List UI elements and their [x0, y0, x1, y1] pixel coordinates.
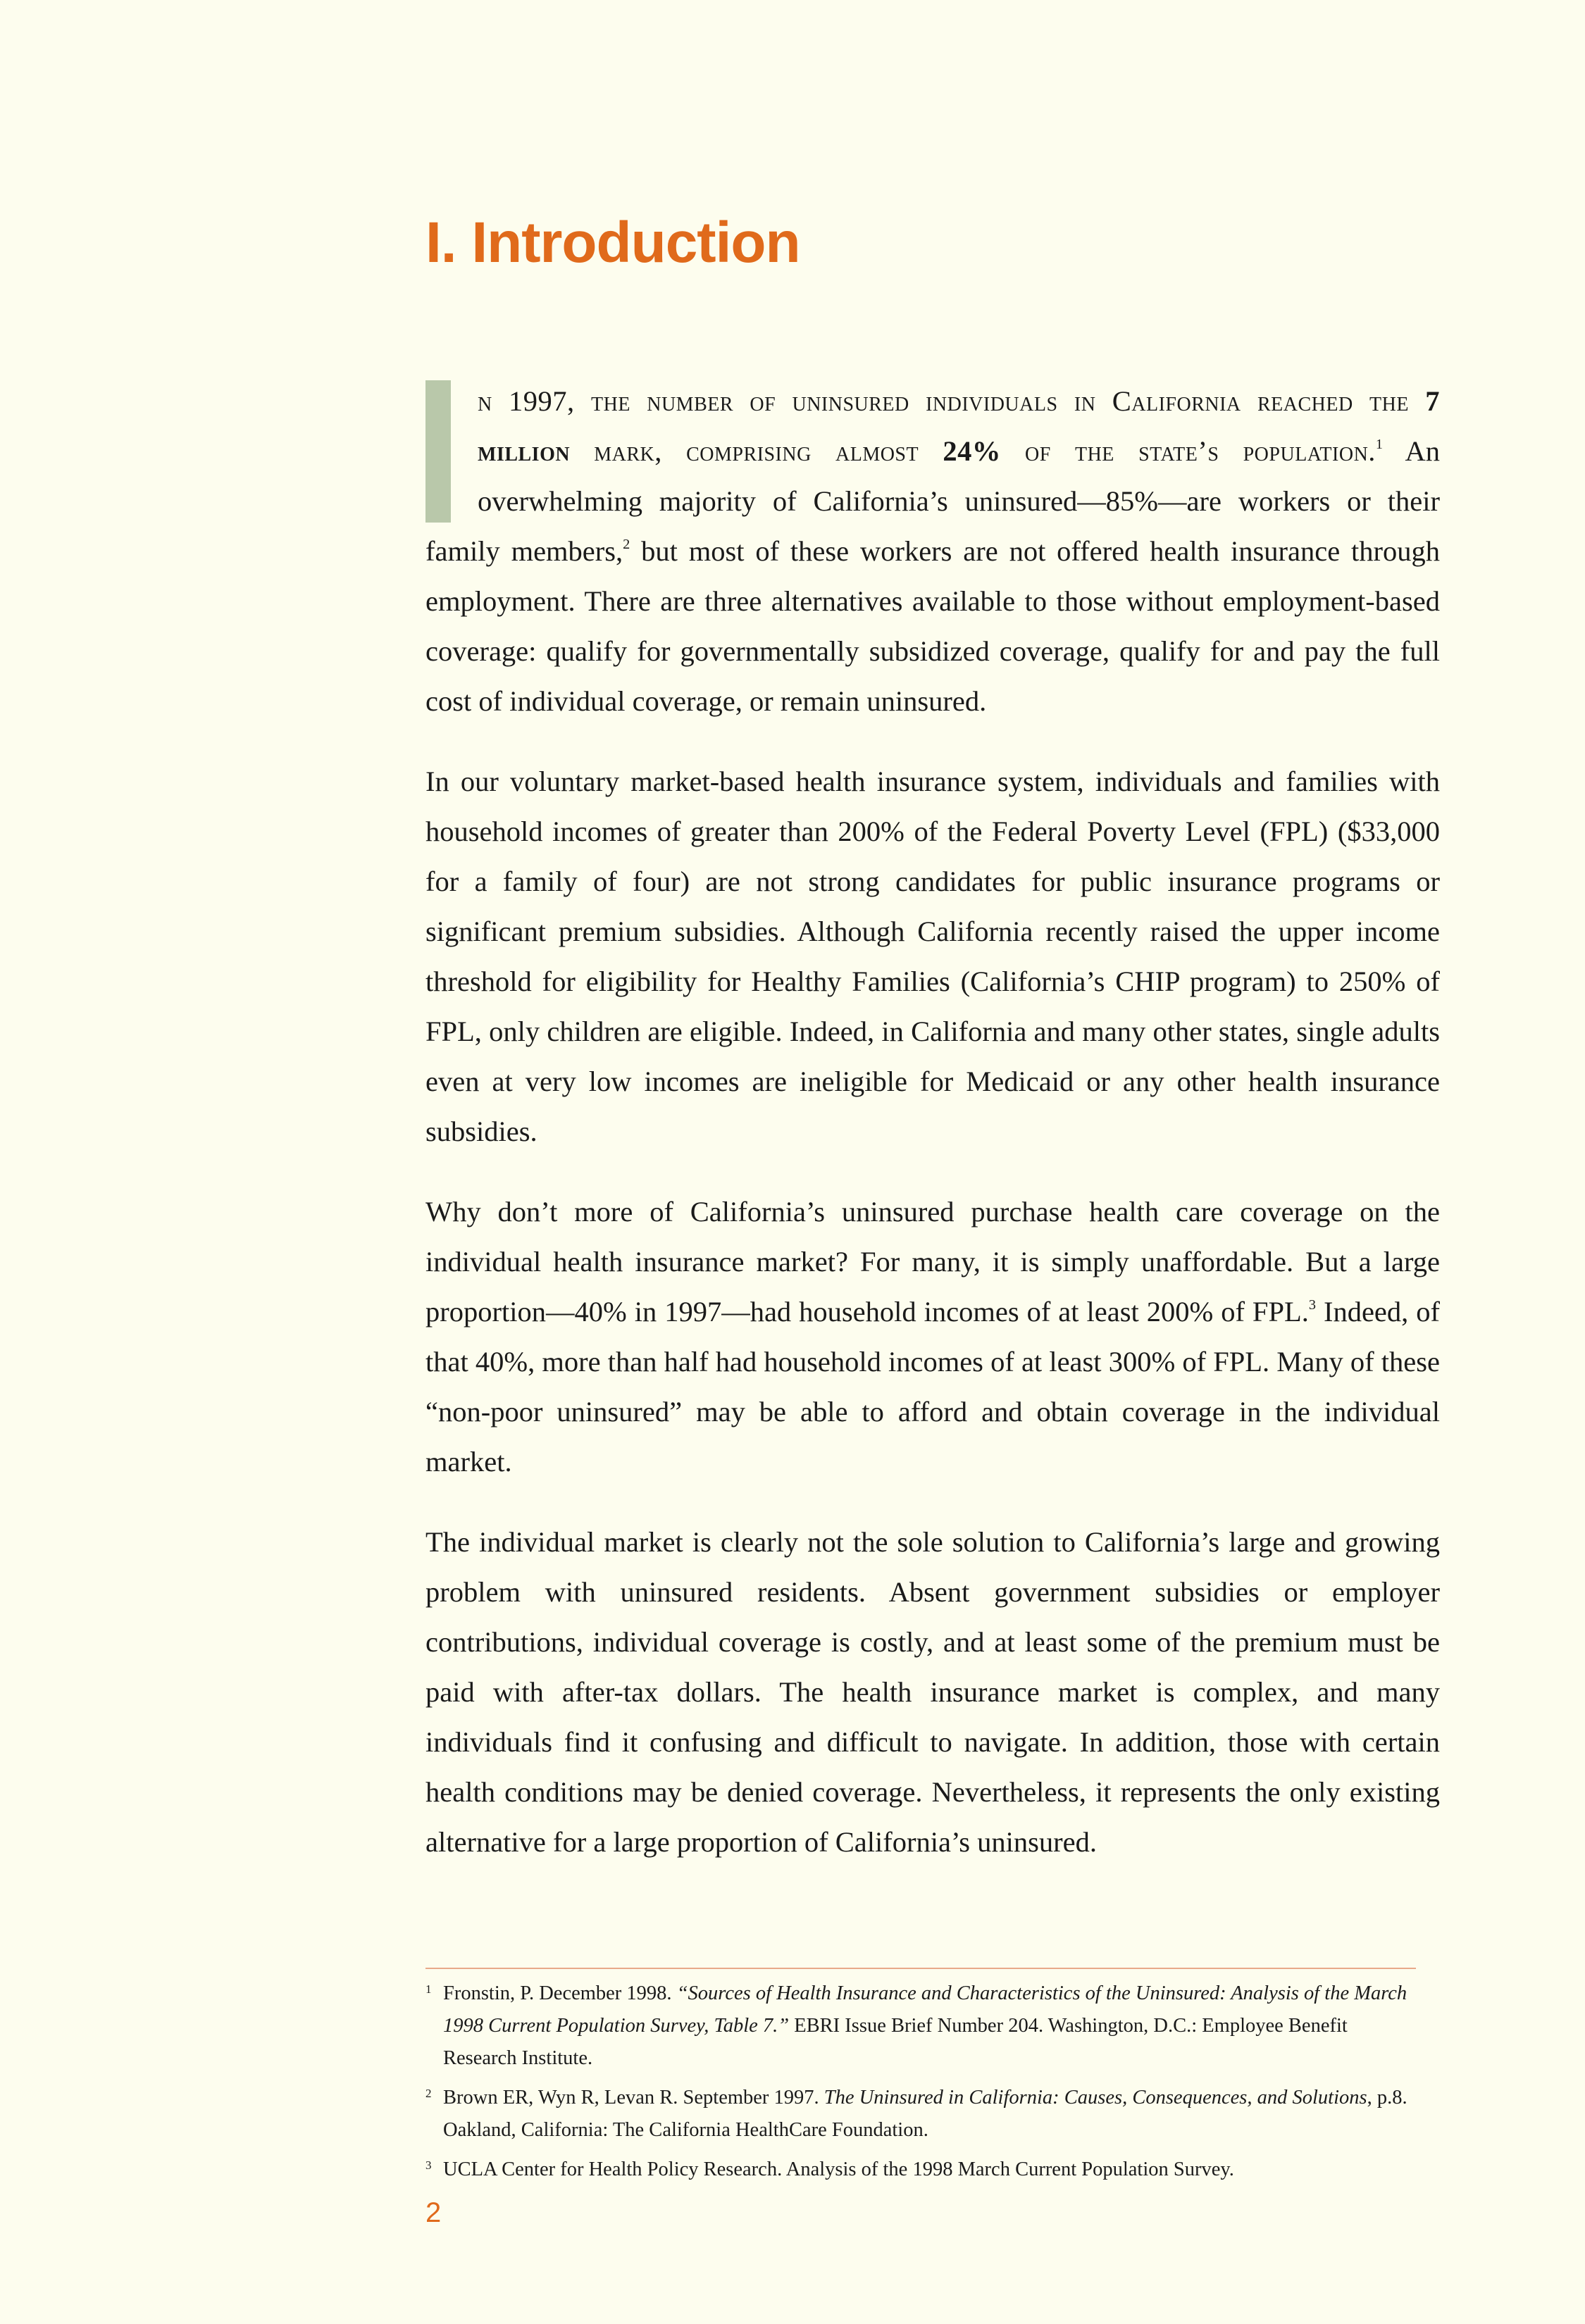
paragraph-2: In our voluntary market-based health insurance system, individuals and families with household incomes of greater than 200% of the Federal Poverty Level (FPL) ($33,000 for a family of four) are not strong candidates for public insurance programs or significant premium subsidies. Although California recently raised the upper income threshold for eligibility for Healthy Families (California’s CHIP program) to 250% of FPL, only children are eligible. Indeed, in California and many other states, single adults even at very low incomes are ineligible for Medicaid or any other health insurance subsidies. [425, 766, 1440, 1147]
paragraph-4: The individual market is clearly not the sole solution to California’s large and growing problem with uninsured residents. Absent government subsidies or employer contributions, individual coverage is costly, and at least some of the premium must be paid with after-tax dollars. The health insurance market is complex, and many individuals find it confusing and difficult to navigate. In addition, those with certain health conditions may be denied coverage. Nevertheless, it represents the only existing alternative for a large proportion of California’s uninsured. [425, 1526, 1440, 1858]
footnote-number: 1 [425, 1982, 432, 1996]
body-text [425, 376, 1440, 1897]
drop-cap-bar [425, 380, 451, 523]
footnote-1: 1 Fronstin, P. December 1998. “Sources of Health Insurance and Characteristics of the Uninsured: Analysis of the March 1998 Current Population Survey, Table 7.” EBRI Issue Brief Number 204. Washington, D.C.: Employee Benefit Research Institute. [425, 1978, 1416, 2075]
footnote-2: 2 Brown ER, Wyn R, Levan R. September 1997. The Uninsured in California: Causes, Consequences, and Solutions, p.8. Oakland, California: The California HealthCare Foundation. [425, 2082, 1416, 2147]
footnote-number: 3 [425, 2159, 432, 2172]
paragraph-3: Why don’t more of California’s uninsured purchase health care coverage on the individual health insurance market? For many, it is simply unaffordable. But a large proportion—40% in 1997—had household incomes of at least 200% of FPL.$^3$ Indeed, of that 40%, more than half had household incomes of at least 300% of FPL. Many of these “non-poor uninsured” may be able to afford and obtain coverage in the individual market. [425, 1196, 1440, 1478]
page-number: 2 [425, 2197, 442, 2228]
footnote-ref-3[interactable]: 3 [1308, 1297, 1316, 1313]
page-title: I. Introduction [425, 211, 800, 275]
intro-small-caps: n 1997, the number of uninsured individuals in California reached the 7 million mark, comprising almost 24% of the state’s population. [478, 385, 1440, 467]
footnote-3: 3 UCLA Center for Health Policy Research. Analysis of the 1998 March Current Population Survey. [425, 2154, 1416, 2186]
footnote-ref-1[interactable]: 1 [1375, 436, 1384, 452]
footnotes [425, 1978, 1416, 2193]
footnote-divider [425, 1968, 1416, 1969]
footnote-ref-2[interactable]: 2 [623, 536, 630, 552]
footnote-number: 2 [425, 2087, 432, 2100]
intro-paragraph: n 1997, the number of uninsured individuals in California reached the 7 million mark, comprising almost 24% of the state’s population.$^1$ An overwhelming majority of California’s uninsured—85%—are workers or their family members,$^2$ but most of these workers are not offered health insurance through employment. There are three alternatives available to those without employment-based coverage: qualify for governmentally subsidized coverage, qualify for and pay the full cost of individual coverage, or remain uninsured. [425, 376, 1440, 726]
